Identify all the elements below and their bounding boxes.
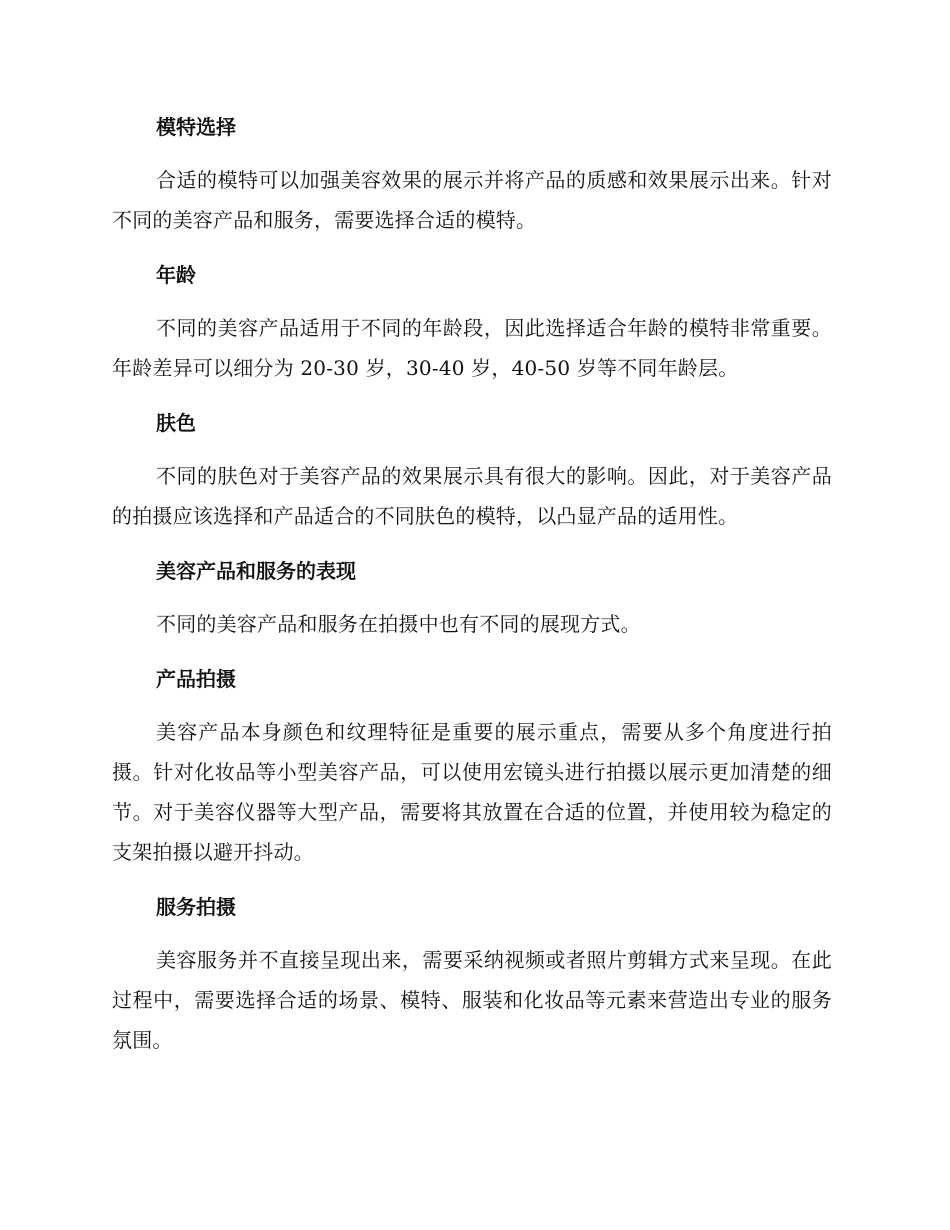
section-paragraph: 合适的模特可以加强美容效果的展示并将产品的质感和效果展示出来。针对不同的美容产品和服务，需要选择合适的模特。 xyxy=(112,168,832,232)
document-page xyxy=(112,108,832,1076)
section-paragraph: 不同的美容产品和服务在拍摄中也有不同的展现方式。 xyxy=(156,612,641,636)
section-presentation xyxy=(112,552,832,644)
section-paragraph: 不同的肤色对于美容产品的效果展示具有很大的影响。因此，对于美容产品的拍摄应该选择和产品适合的不同肤色的模特，以凸显产品的适用性。 xyxy=(112,464,832,528)
section-heading: 肤色 xyxy=(156,411,196,435)
section-heading: 年龄 xyxy=(156,263,196,287)
section-model-selection xyxy=(112,108,832,240)
section-skin-tone xyxy=(112,404,832,536)
section-service-shooting xyxy=(112,888,832,1060)
section-age xyxy=(112,256,832,388)
section-paragraph: 美容产品本身颜色和纹理特征是重要的展示重点，需要从多个角度进行拍摄。针对化妆品等小型美容产品，可以使用宏镜头进行拍摄以展示更加清楚的细节。对于美容仪器等大型产品，需要将其放置在合适的位置，并使用较为稳定的支架拍摄以避开抖动。 xyxy=(112,720,832,864)
section-heading: 服务拍摄 xyxy=(156,895,236,919)
section-heading: 美容产品和服务的表现 xyxy=(156,559,356,583)
section-heading: 模特选择 xyxy=(156,115,236,139)
section-product-shooting xyxy=(112,660,832,872)
section-paragraph: 不同的美容产品适用于不同的年龄段，因此选择适合年龄的模特非常重要。年龄差异可以细分为 20-30 岁，30-40 岁，40-50 岁等不同年龄层。 xyxy=(112,316,832,380)
section-heading: 产品拍摄 xyxy=(156,667,236,691)
section-paragraph: 美容服务并不直接呈现出来，需要采纳视频或者照片剪辑方式来呈现。在此过程中，需要选择合适的场景、模特、服装和化妆品等元素来营造出专业的服务氛围。 xyxy=(112,948,832,1052)
